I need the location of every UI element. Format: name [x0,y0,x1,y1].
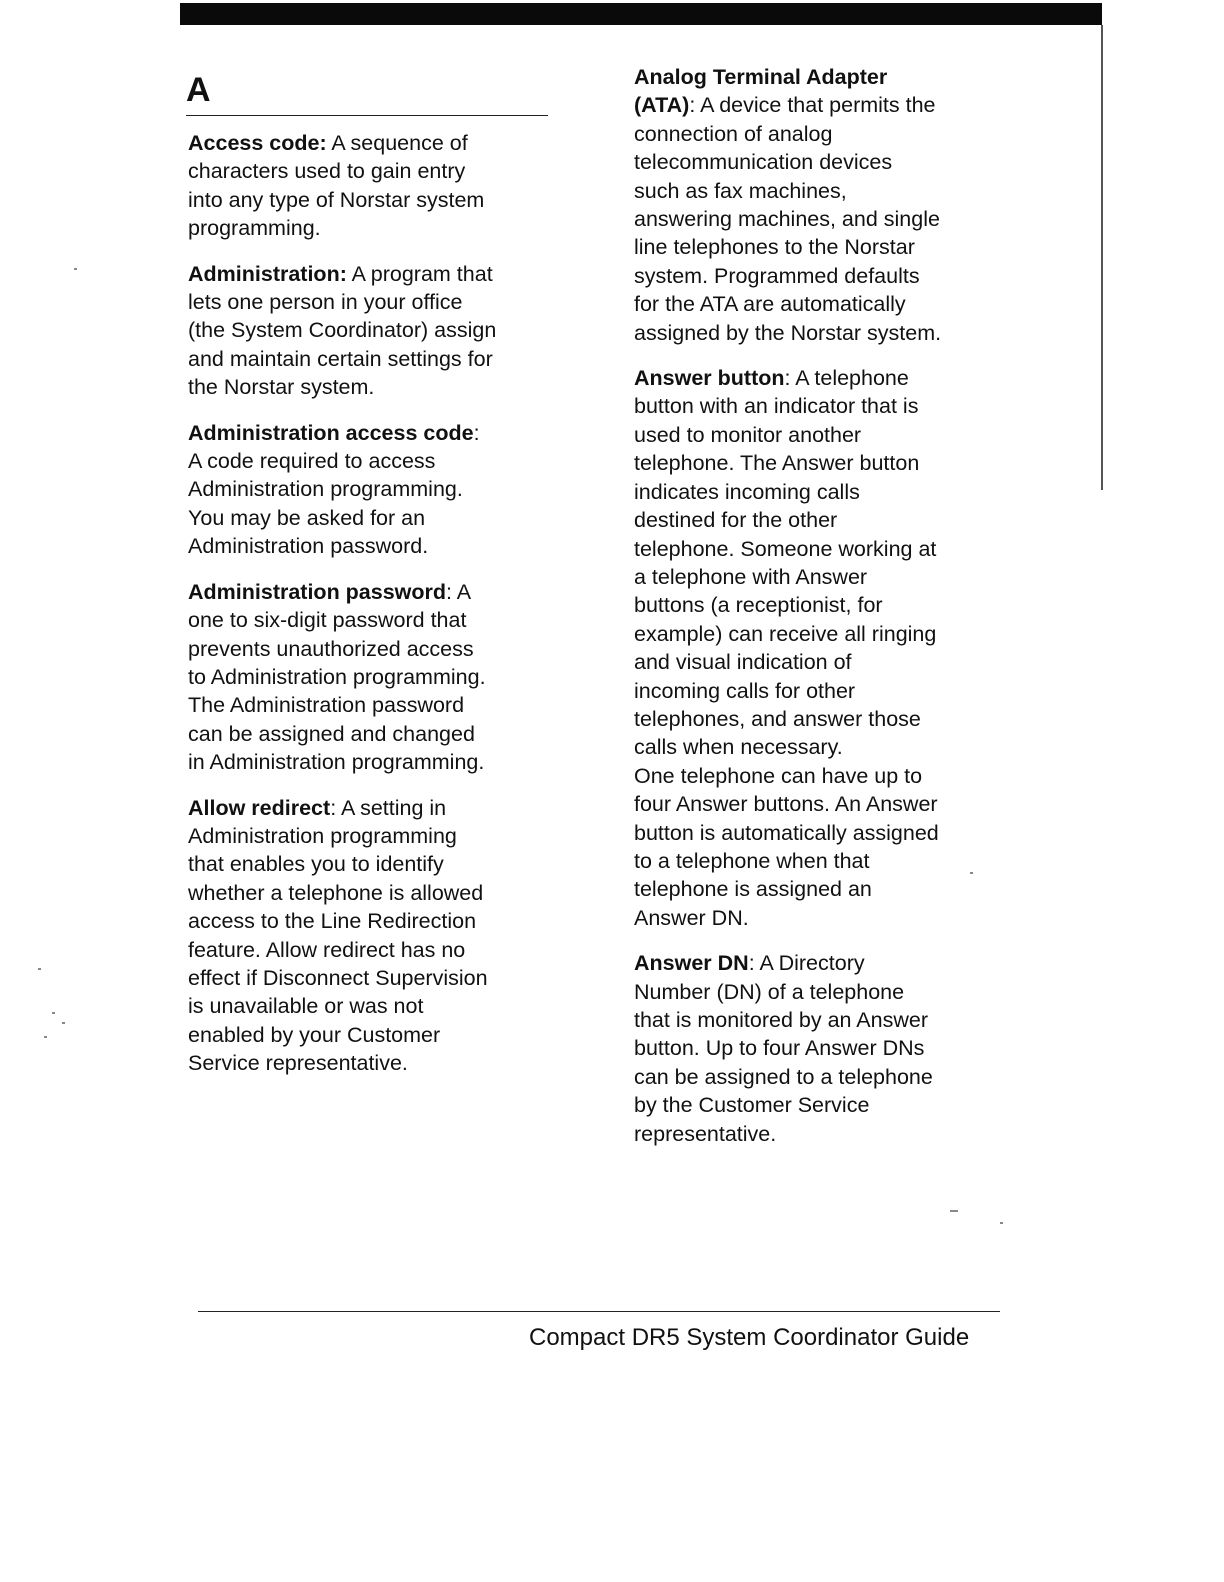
glossary-left-column [188,129,548,1095]
definition-line: lets one person in your office [188,290,463,315]
glossary-term: Access code: [188,131,327,155]
definition-line: You may be asked for an [188,505,426,530]
footer-guide-title: Compact DR5 System Coordinator Guide [529,1324,970,1351]
definition-line: and maintain certain settings for [188,346,493,371]
glossary-entry-analog-terminal-adapter [634,63,994,347]
definition-line: Number (DN) of a telephone [634,979,905,1004]
glossary-entry-administration-access-code [188,419,548,561]
definition-line: prevents unauthorized access [188,636,474,661]
glossary-term: Administration access code [188,420,474,445]
definition-line: telephone. The Answer button [634,451,920,476]
definition-line: : [473,420,480,445]
glossary-entry-access-code [188,129,548,243]
top-header-bar [180,3,1102,25]
definition-line: example) can receive all ringing [634,621,937,646]
definition-line: telephones, and answer those [634,706,921,731]
definition-line: Administration password. [188,534,429,559]
section-divider [186,115,548,116]
definition-line: A sequence of [326,131,468,155]
definition-line: one to six-digit password that [188,608,467,633]
scan-speck [62,1022,65,1024]
definition-line: for the ATA are automatically [634,292,906,317]
definition-line: representative. [634,1121,777,1146]
definition-line: Answer DN. [634,905,749,930]
definition-line: a telephone with Answer [634,564,868,589]
section-letter: A [186,71,211,109]
definition-line: line telephones to the Norstar [634,235,915,260]
definition-line: by the Customer Service [634,1093,870,1118]
scan-speck [74,268,77,270]
definition-line: such as fax machines, [634,178,847,203]
scan-speck [44,1036,47,1038]
definition-line: feature. Allow redirect has no [188,937,466,962]
scan-speck [38,968,41,970]
footer-divider [198,1311,1000,1312]
glossary-term: Answer DN [634,951,749,976]
glossary-term: Analog Terminal Adapter [634,65,888,89]
scan-speck [52,1012,55,1014]
definition-line: that enables you to identify [188,852,444,877]
glossary-entry-answer-button [634,364,994,932]
definition-line: answering machines, and single [634,207,940,232]
definition-line: A code required to access [188,449,436,474]
definition-line: The Administration password [188,693,465,718]
definition-line: : A Directory [748,951,865,976]
scan-speck [1000,1222,1003,1224]
glossary-term: Administration: [188,261,347,286]
definition-line: destined for the other [634,508,838,533]
definition-line: can be assigned and changed [188,721,475,746]
glossary-entry-answer-dn [634,949,994,1148]
definition-line: : A setting in [330,795,447,820]
definition-line: telephone. Someone working at [634,536,937,561]
definition-line: : A [446,579,472,604]
definition-line: incoming calls for other [634,678,856,703]
definition-line: connection of analog [634,121,833,146]
glossary-entry-administration [188,260,548,402]
definition-line: can be assigned to a telephone [634,1064,933,1089]
definition-line: button with an indicator that is [634,394,919,419]
definition-line: to a telephone when that [634,848,870,873]
definition-line: programming. [188,216,321,241]
definition-line: button. Up to four Answer DNs [634,1036,925,1061]
definition-line: system. Programmed defaults [634,263,920,288]
definition-line: enabled by your Customer [188,1022,441,1047]
definition-line: indicates incoming calls [634,479,860,504]
glossary-term-abbreviation: (ATA) [634,93,690,118]
definition-line: A program that [346,261,493,286]
scan-speck [950,1210,958,1212]
definition-line: that is monitored by an Answer [634,1008,928,1032]
definition-line: whether a telephone is allowed [188,880,484,905]
definition-line: calls when necessary. [634,735,843,760]
definition-line: and visual indication of [634,650,852,675]
definition-line: Administration programming [188,823,457,848]
definition-line: is unavailable or was not [188,994,424,1019]
glossary-entry-administration-password [188,578,548,777]
definition-line: four Answer buttons. An Answer [634,792,938,817]
glossary-term: Administration password [188,579,447,604]
definition-line: Service representative. [188,1051,408,1076]
glossary-term: Answer button [634,366,785,391]
definition-line: used to monitor another [634,422,862,447]
definition-line: : A device that permits the [689,93,936,118]
definition-line: into any type of Norstar system [188,187,485,212]
right-margin-rule [1101,25,1103,490]
scan-speck [970,872,973,874]
definition-line: buttons (a receptionist, for [634,593,883,618]
definition-line: telephone is assigned an [634,877,872,902]
definition-line: characters used to gain entry [188,159,466,184]
definition-line: access to the Line Redirection [188,909,477,934]
glossary-term: Allow redirect [188,795,331,820]
definition-line: to Administration programming. [188,664,486,689]
glossary-right-column [634,63,994,1165]
definition-line: button is automatically assigned [634,820,939,845]
definition-line: : A telephone [784,366,909,391]
glossary-entry-allow-redirect [188,794,548,1078]
definition-line: effect if Disconnect Supervision [188,965,488,990]
definition-line: assigned by the Norstar system. [634,320,942,345]
definition-line: the Norstar system. [188,375,375,400]
definition-line: telecommunication devices [634,150,893,175]
definition-line: One telephone can have up to [634,763,923,788]
definition-line: Administration programming. [188,477,463,502]
definition-line: in Administration programming. [188,750,485,775]
definition-line: (the System Coordinator) assign [188,318,497,343]
